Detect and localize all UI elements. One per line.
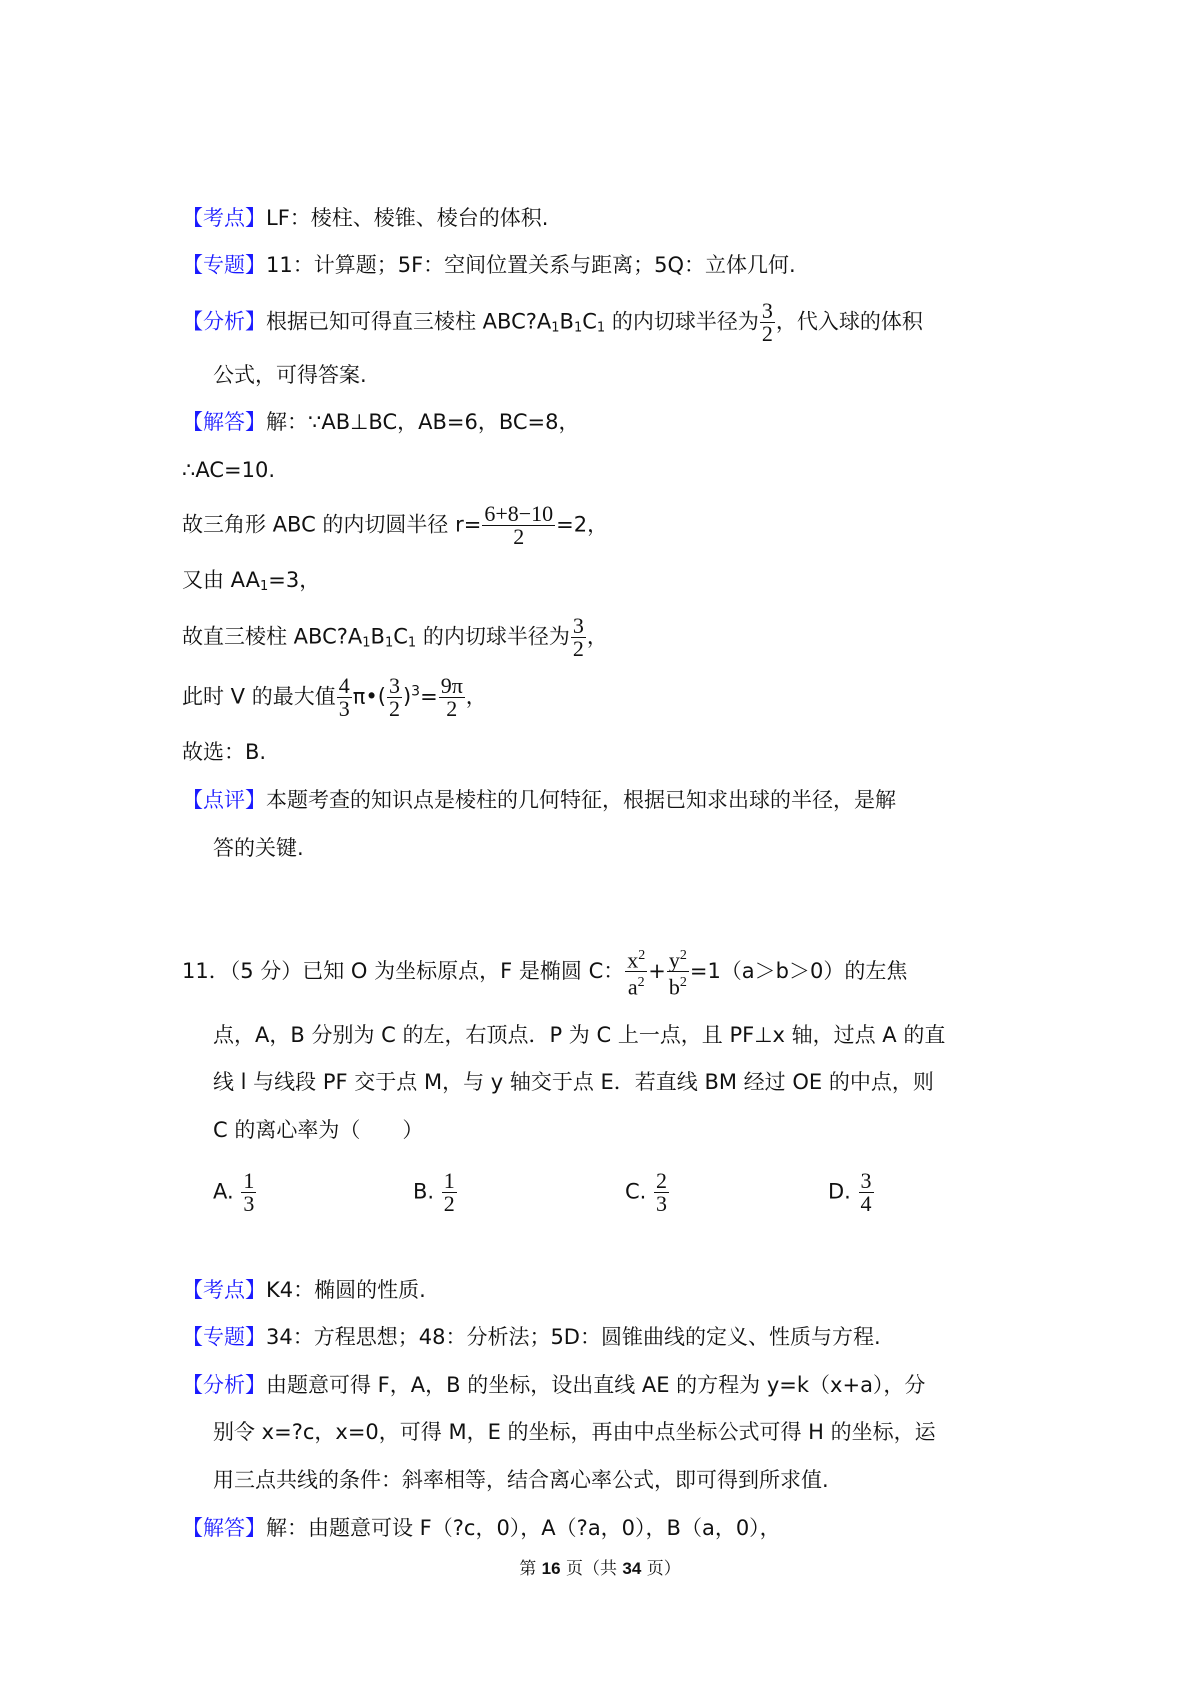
denominator: 2 xyxy=(572,636,584,661)
fenxi-line xyxy=(182,300,923,345)
text: ， xyxy=(465,684,487,709)
solution-line xyxy=(182,615,608,660)
question-line: C 的离心率为（ ） xyxy=(213,1118,424,1142)
subscript: 1 xyxy=(596,320,606,336)
superscript: 2 xyxy=(679,975,687,991)
text: B xyxy=(559,309,574,334)
text: 的内切球半径为 xyxy=(605,309,759,334)
numerator: 3 xyxy=(572,613,584,638)
denominator: 2 xyxy=(513,524,525,549)
subscript: 1 xyxy=(260,579,269,594)
subscript: 1 xyxy=(573,320,583,336)
a-var: a xyxy=(627,974,638,1000)
fraction xyxy=(760,300,775,345)
fraction xyxy=(482,503,555,548)
jieda-tag: 【解答】 xyxy=(182,410,266,434)
x-var: x xyxy=(627,947,639,973)
jieda-text: 解：∵AB⊥BC，AB=6，BC=8， xyxy=(266,410,580,434)
text: =3， xyxy=(268,568,321,592)
fraction xyxy=(337,675,352,720)
kaodian-line xyxy=(182,203,548,233)
answer-line: 故选：B. xyxy=(182,740,267,764)
kaodian-tag: 【考点】 xyxy=(182,206,266,230)
fraction xyxy=(625,945,647,999)
text: ?A xyxy=(525,309,552,334)
b-var: b xyxy=(668,974,680,1000)
numerator: 3 xyxy=(388,673,400,698)
superscript: 2 xyxy=(637,975,645,991)
text: 页（共 xyxy=(560,1559,623,1579)
question-stem xyxy=(182,945,907,999)
page-footer xyxy=(0,1554,1200,1579)
text: 故三角形 ABC 的内切圆半径 r= xyxy=(182,512,482,537)
solution-line xyxy=(182,565,320,602)
solution-line xyxy=(182,503,608,548)
fraction xyxy=(241,1170,256,1215)
text: =1（a＞b＞0）的左焦 xyxy=(689,958,908,983)
kaodian-tag: 【考点】 xyxy=(182,1278,266,1302)
fraction xyxy=(667,945,689,999)
denominator: 4 xyxy=(860,1191,872,1216)
option-label: C. xyxy=(625,1179,647,1204)
subscript: 1 xyxy=(384,635,394,651)
page-number: 16 xyxy=(541,1559,561,1578)
text: 页） xyxy=(641,1559,681,1579)
numerator: 3 xyxy=(761,298,773,323)
text: C xyxy=(582,309,597,334)
option-c[interactable] xyxy=(625,1170,670,1215)
jieda-text: 解：由题意可设 F（?c，0），A（?a，0），B（a，0）， xyxy=(266,1516,781,1540)
denominator: 3 xyxy=(243,1191,255,1216)
solution-line: ∴AC=10. xyxy=(182,458,276,482)
solution-line xyxy=(182,675,487,720)
denominator: 2 xyxy=(443,1191,455,1216)
dianping-line-2: 答的关键. xyxy=(213,836,304,860)
fenxi-line-2: 公式，可得答案. xyxy=(213,363,367,387)
denominator: 2 xyxy=(446,696,458,721)
numerator: 6+8−10 xyxy=(484,501,554,526)
subscript: 1 xyxy=(551,320,560,336)
zhuanti-tag: 【专题】 xyxy=(182,1325,266,1349)
text: 第 xyxy=(519,1559,542,1579)
numerator: 2 xyxy=(656,1168,668,1193)
dianping-line xyxy=(182,785,896,815)
text: 又由 AA xyxy=(182,568,260,592)
superscript: 2 xyxy=(679,948,687,963)
numerator: 1 xyxy=(243,1168,255,1193)
option-a[interactable] xyxy=(213,1170,257,1215)
subscript: 1 xyxy=(362,635,371,651)
dianping-text: 本题考查的知识点是棱柱的几何特征，根据已知求出球的半径，是解 xyxy=(266,788,896,812)
jieda-tag: 【解答】 xyxy=(182,1516,266,1540)
numerator: 3 xyxy=(860,1168,872,1193)
total-pages: 34 xyxy=(622,1559,642,1578)
text: B xyxy=(370,624,385,649)
text: = xyxy=(420,684,438,709)
option-b[interactable] xyxy=(413,1170,458,1215)
jieda-line xyxy=(182,407,580,437)
text: 根据已知可得直三棱柱 ABC xyxy=(266,309,526,334)
question-line: 线 l 与线段 PF 交于点 M，与 y 轴交于点 E．若直线 BM 经过 OE 的中点，则 xyxy=(213,1070,934,1094)
superscript: 3 xyxy=(411,683,421,700)
kaodian-text: K4：椭圆的性质. xyxy=(266,1278,426,1302)
subscript: 1 xyxy=(407,635,417,651)
fenxi-text: 由题意可得 F，A，B 的坐标，设出直线 AE 的方程为 y=k（x+a），分 xyxy=(266,1373,926,1397)
question-line: 点，A，B 分别为 C 的左，右顶点．P 为 C 上一点，且 PF⊥x 轴，过点 A 的直 xyxy=(213,1023,946,1047)
fenxi-tag: 【分析】 xyxy=(182,1373,266,1397)
denominator: 3 xyxy=(656,1191,668,1216)
fraction xyxy=(442,1170,457,1215)
text: ， xyxy=(586,624,608,649)
text: 的内切球半径为 xyxy=(416,624,570,649)
numerator: 1 xyxy=(443,1168,455,1193)
denominator: 3 xyxy=(338,696,350,721)
superscript: 2 xyxy=(638,948,646,963)
zhuanti-tag: 【专题】 xyxy=(182,253,266,277)
jieda-line xyxy=(182,1513,781,1543)
denominator: 2 xyxy=(388,696,400,721)
text: ，代入球的体积 xyxy=(775,309,923,334)
fenxi-tag: 【分析】 xyxy=(182,309,266,334)
denominator: 2 xyxy=(761,321,773,346)
text: =2， xyxy=(556,512,609,537)
text: + xyxy=(648,958,666,983)
y-var: y xyxy=(668,947,680,973)
option-label: D. xyxy=(828,1179,851,1204)
fraction xyxy=(859,1170,874,1215)
option-label: B. xyxy=(413,1179,435,1204)
kaodian-text: LF：棱柱、棱锥、棱台的体积. xyxy=(266,206,549,230)
zhuanti-text: 34：方程思想；48：分析法；5D：圆锥曲线的定义、性质与方程. xyxy=(266,1325,881,1349)
text: ) xyxy=(402,684,412,709)
zhuanti-text: 11：计算题；5F：空间位置关系与距离；5Q：立体几何. xyxy=(266,253,796,277)
numerator: 9π xyxy=(440,673,463,698)
kaodian-line xyxy=(182,1275,426,1305)
zhuanti-line xyxy=(182,1322,881,1352)
fenxi-line-2: 别令 x=?c，x=0，可得 M，E 的坐标，再由中点坐标公式可得 H 的坐标，运 xyxy=(213,1420,936,1444)
text: 此时 V 的最大值 xyxy=(182,684,336,709)
option-label: A. xyxy=(213,1179,234,1204)
zhuanti-line xyxy=(182,250,796,280)
fraction xyxy=(654,1170,669,1215)
numerator: 4 xyxy=(338,673,350,698)
fraction xyxy=(571,615,586,660)
text: C xyxy=(393,624,408,649)
fraction xyxy=(439,675,465,720)
option-d[interactable] xyxy=(828,1170,875,1215)
fenxi-line xyxy=(182,1370,925,1400)
text: π•( xyxy=(352,684,386,709)
text: 故直三棱柱 ABC?A xyxy=(182,624,363,649)
fenxi-line-3: 用三点共线的条件：斜率相等，结合离心率公式，即可得到所求值. xyxy=(213,1468,829,1492)
text: 11．（5 分）已知 O 为坐标原点，F 是椭圆 C： xyxy=(182,958,625,983)
fraction xyxy=(387,675,402,720)
dianping-tag: 【点评】 xyxy=(182,788,266,812)
